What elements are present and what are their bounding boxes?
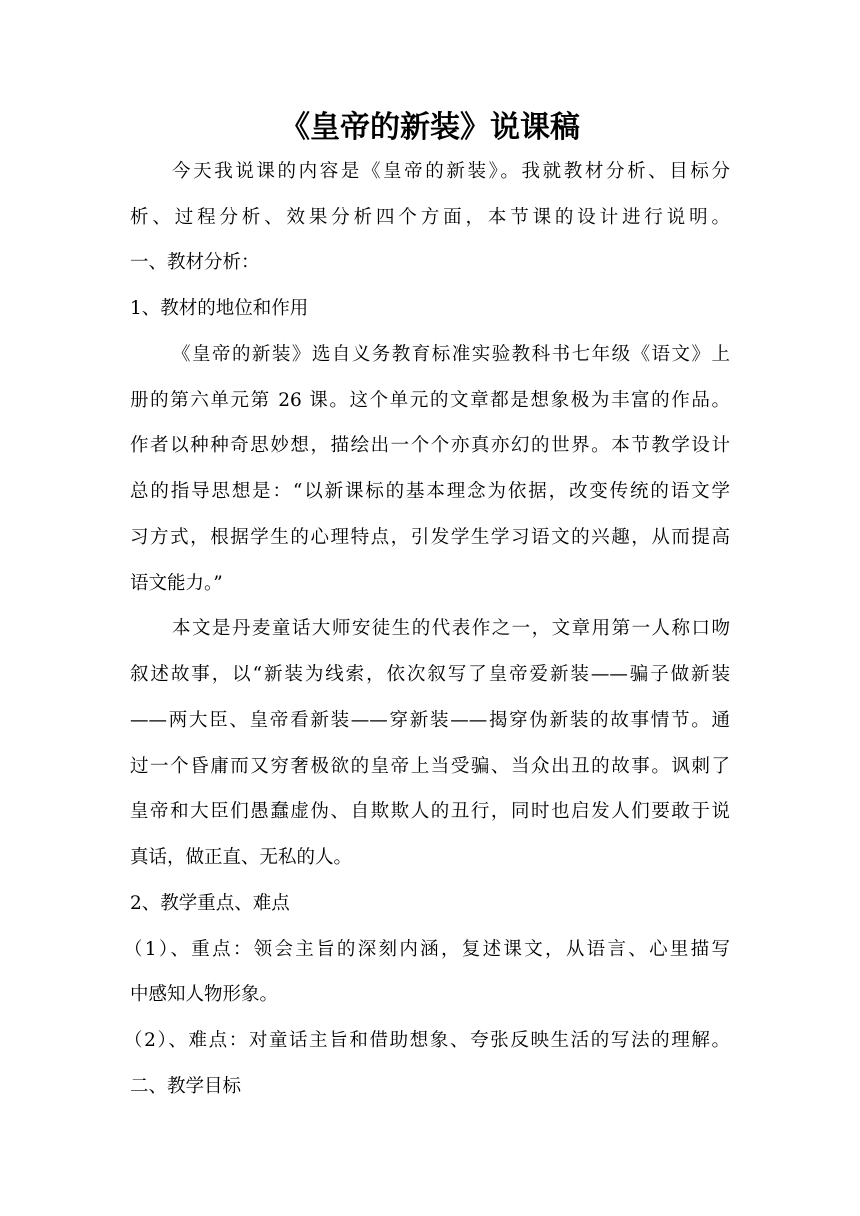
key-point-line-2: 中感知人物形象。 xyxy=(130,984,279,1005)
paragraph-line: 皇帝和大臣们愚蠢虚伪、自欺欺人的丑行，同时也启发人们要敢于说 xyxy=(130,801,730,822)
paragraph-line: 叙述故事，以“新装为线索，依次叙写了皇帝爱新装——骗子做新装 xyxy=(130,664,730,685)
paragraph-line: 总的指导思想是：“以新课标的基本理念为依据，改变传统的语文学 xyxy=(130,481,730,502)
paragraph-line: 习方式，根据学生的心理特点，引发学生学习语文的兴趣，从而提高 xyxy=(130,527,730,548)
paragraph-line: 《皇帝的新装》选自义务教育标准实验教科书七年级《语文》上 xyxy=(172,344,730,365)
paragraph-line: 语文能力。” xyxy=(130,573,223,594)
section-heading-teaching-goals: 二、教学目标 xyxy=(130,1076,242,1097)
paragraph-line: 过一个昏庸而又穷奢极欲的皇帝上当受骗、当众出丑的故事。讽刺了 xyxy=(130,756,730,777)
paragraph-line: 册的第六单元第 26 课。这个单元的文章都是想象极为丰富的作品。 xyxy=(130,390,730,411)
section-heading-textbook-analysis: 一、教材分析： xyxy=(130,252,260,273)
key-point-line-1: （1）、重点：领会主旨的深刻内涵，复述课文，从语言、心里描写 xyxy=(124,939,730,960)
document-title: 《皇帝的新装》说课稿 xyxy=(280,110,580,145)
paragraph-line: ——两大臣、皇帝看新装——穿新装——揭穿伪新装的故事情节。通 xyxy=(130,710,730,731)
subsection-heading-key-difficult-points: 2、教学重点、难点 xyxy=(130,893,290,914)
intro-line-2: 析、过程分析、效果分析四个方面，本节课的设计进行说明。 xyxy=(130,207,730,228)
paragraph-line: 作者以种种奇思妙想，描绘出一个个亦真亦幻的世界。本节教学设计 xyxy=(130,435,730,456)
subsection-heading-status-role: 1、教材的地位和作用 xyxy=(130,298,309,319)
paragraph-line: 真话，做正直、无私的人。 xyxy=(130,847,353,868)
paragraph-line: 本文是丹麦童话大师安徒生的代表作之一，文章用第一人称口吻 xyxy=(172,618,730,639)
difficult-point-line: （2）、难点：对童话主旨和借助想象、夸张反映生活的写法的理解。 xyxy=(124,1030,730,1051)
intro-line-1: 今天我说课的内容是《皇帝的新装》。我就教材分析、目标分 xyxy=(172,161,730,182)
